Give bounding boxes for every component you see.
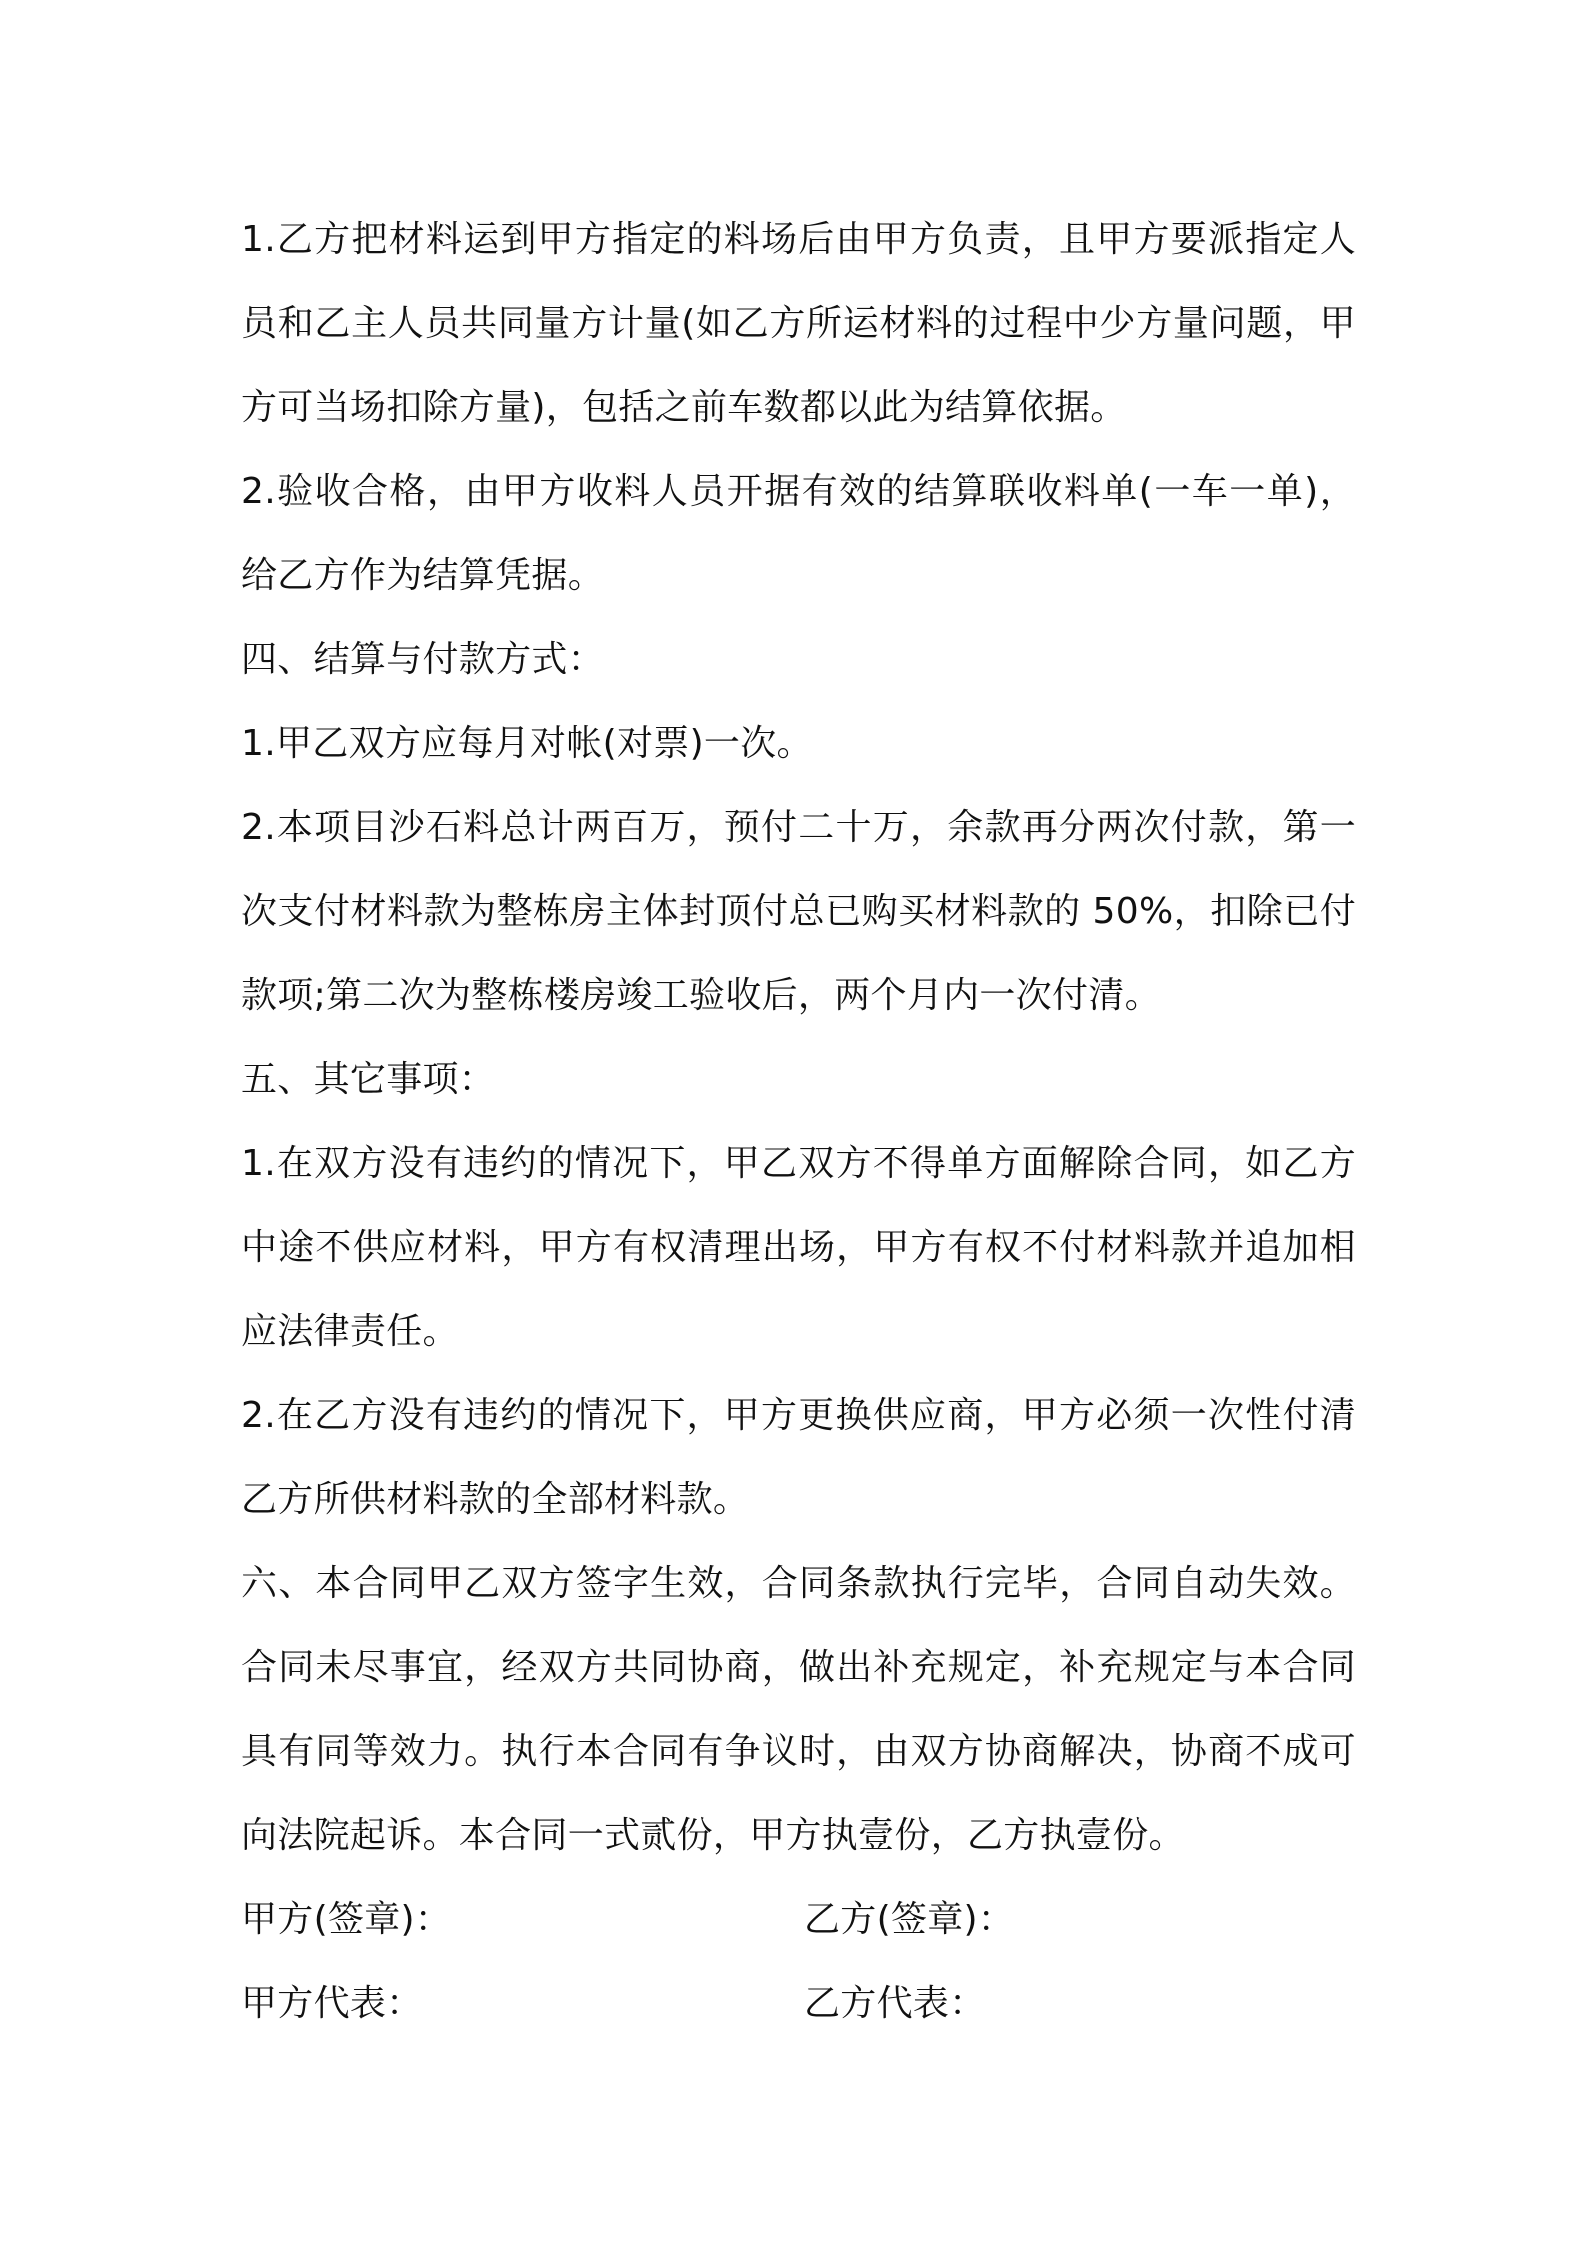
signature-row-seal xyxy=(241,1878,1356,1962)
contract-body xyxy=(241,198,1356,2046)
clause-payment-schedule: 2.本项目沙石料总计两百万，预付二十万，余款再分两次付款，第一次支付材料款为整栋房主体封顶付总已购买材料款的 50%，扣除已付款项;第二次为整栋楼房竣工验收后，两个月内一次付清。 xyxy=(241,807,1356,1016)
clause-monthly-reconciliation: 1.甲乙双方应每月对帐(对票)一次。 xyxy=(241,723,813,764)
section-heading-other-matters: 五、其它事项： xyxy=(241,1059,496,1100)
party-a-rep-label: 甲方代表： xyxy=(241,1983,423,2024)
clause-1-delivery: 1.乙方把材料运到甲方指定的料场后由甲方负责，且甲方要派指定人员和乙主人员共同量方计量(如乙方所运材料的过程中少方量问题，甲方可当场扣除方量)，包括之前车数都以此为结算依据。 xyxy=(241,219,1356,428)
party-b-seal-label: 乙方(签章)： xyxy=(804,1899,1015,1940)
section-effectiveness: 六、本合同甲乙双方签字生效，合同条款执行完毕，合同自动失效。合同未尽事宜，经双方共同协商，做出补充规定，补充规定与本合同具有同等效力。执行本合同有争议时，由双方协商解决，协商不成可向法院起诉。本合同一式贰份，甲方执壹份，乙方执壹份。 xyxy=(241,1563,1356,1856)
signature-row-representative xyxy=(241,1962,1356,2046)
party-a-seal-label: 甲方(签章)： xyxy=(241,1899,452,1940)
party-b-rep-label: 乙方代表： xyxy=(804,1983,986,2024)
clause-2-acceptance: 2.验收合格，由甲方收料人员开据有效的结算联收料单(一车一单)，给乙方作为结算凭据。 xyxy=(241,471,1356,596)
clause-supplier-change: 2.在乙方没有违约的情况下，甲方更换供应商，甲方必须一次性付清乙方所供材料款的全部材料款。 xyxy=(241,1395,1356,1520)
clause-no-unilateral-termination: 1.在双方没有违约的情况下，甲乙双方不得单方面解除合同，如乙方中途不供应材料，甲方有权清理出场，甲方有权不付材料款并追加相应法律责任。 xyxy=(241,1143,1356,1352)
section-heading-settlement: 四、结算与付款方式： xyxy=(241,639,605,680)
